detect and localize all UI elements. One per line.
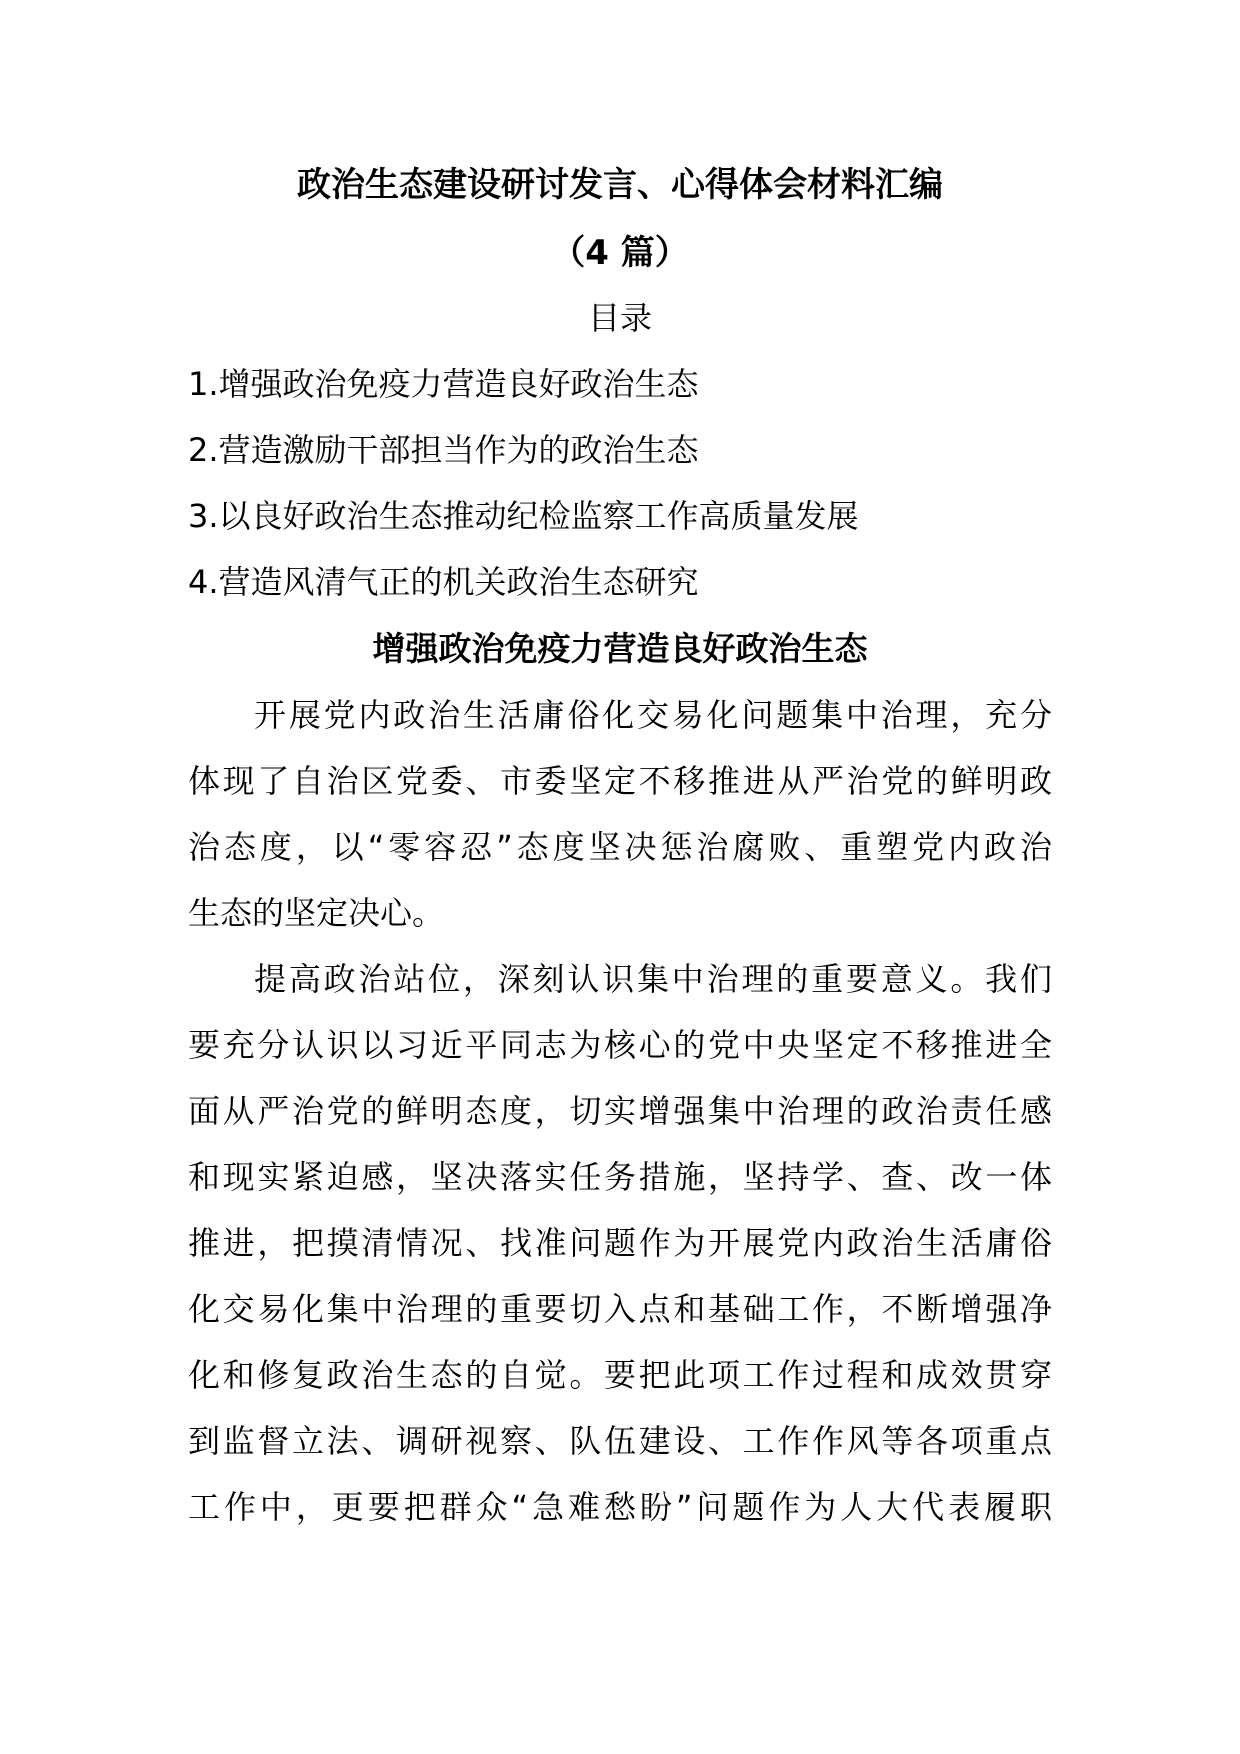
body-paragraph	[188, 957, 1052, 1551]
toc-item: 4.营造风清气正的机关政治生态研究	[188, 563, 699, 601]
paragraph-line: 工作中，更要把群众“急难愁盼”问题作为人大代表履职	[188, 1488, 1052, 1526]
toc-heading: 目录	[587, 299, 652, 337]
paragraph-line: 到监督立法、调研视察、队伍建设、工作作风等各项重点	[188, 1422, 1052, 1460]
paragraph-line: 治态度，以“零容忍”态度坚决惩治腐败、重塑党内政治	[188, 828, 1052, 866]
section-title: 增强政治免疫力营造良好政治生态	[372, 629, 868, 668]
paragraph-line: 体现了自治区党委、市委坚定不移推进从严治党的鲜明政	[188, 762, 1052, 800]
body-paragraph	[188, 693, 1052, 957]
paragraph-line: 推进，把摸清情况、找准问题作为开展党内政治生活庸俗	[188, 1224, 1052, 1262]
document-count: （4 篇）	[551, 233, 689, 273]
paragraph-line: 生态的坚定决心。	[188, 894, 445, 932]
toc-item: 3.以良好政治生态推动纪检监察工作高质量发展	[188, 497, 859, 535]
toc-item: 1.增强政治免疫力营造良好政治生态	[188, 365, 699, 403]
paragraph-line: 和现实紧迫感，坚决落实任务措施，坚持学、查、改一体	[188, 1158, 1052, 1196]
paragraph-line: 化交易化集中治理的重要切入点和基础工作，不断增强净	[188, 1290, 1052, 1328]
paragraph-line: 提高政治站位，深刻认识集中治理的重要意义。我们	[254, 960, 1052, 998]
paragraph-line: 化和修复政治生态的自觉。要把此项工作过程和成效贯穿	[188, 1356, 1052, 1394]
paragraph-line: 面从严治党的鲜明态度，切实增强集中治理的政治责任感	[188, 1092, 1052, 1130]
table-of-contents	[188, 362, 859, 626]
paragraph-line: 开展党内政治生活庸俗化交易化问题集中治理，充分	[254, 696, 1052, 734]
paragraph-line: 要充分认识以习近平同志为核心的党中央坚定不移推进全	[188, 1026, 1052, 1064]
toc-item: 2.营造激励干部担当作为的政治生态	[188, 431, 699, 469]
document-title: 政治生态建设研讨发言、心得体会材料汇编	[297, 165, 943, 205]
